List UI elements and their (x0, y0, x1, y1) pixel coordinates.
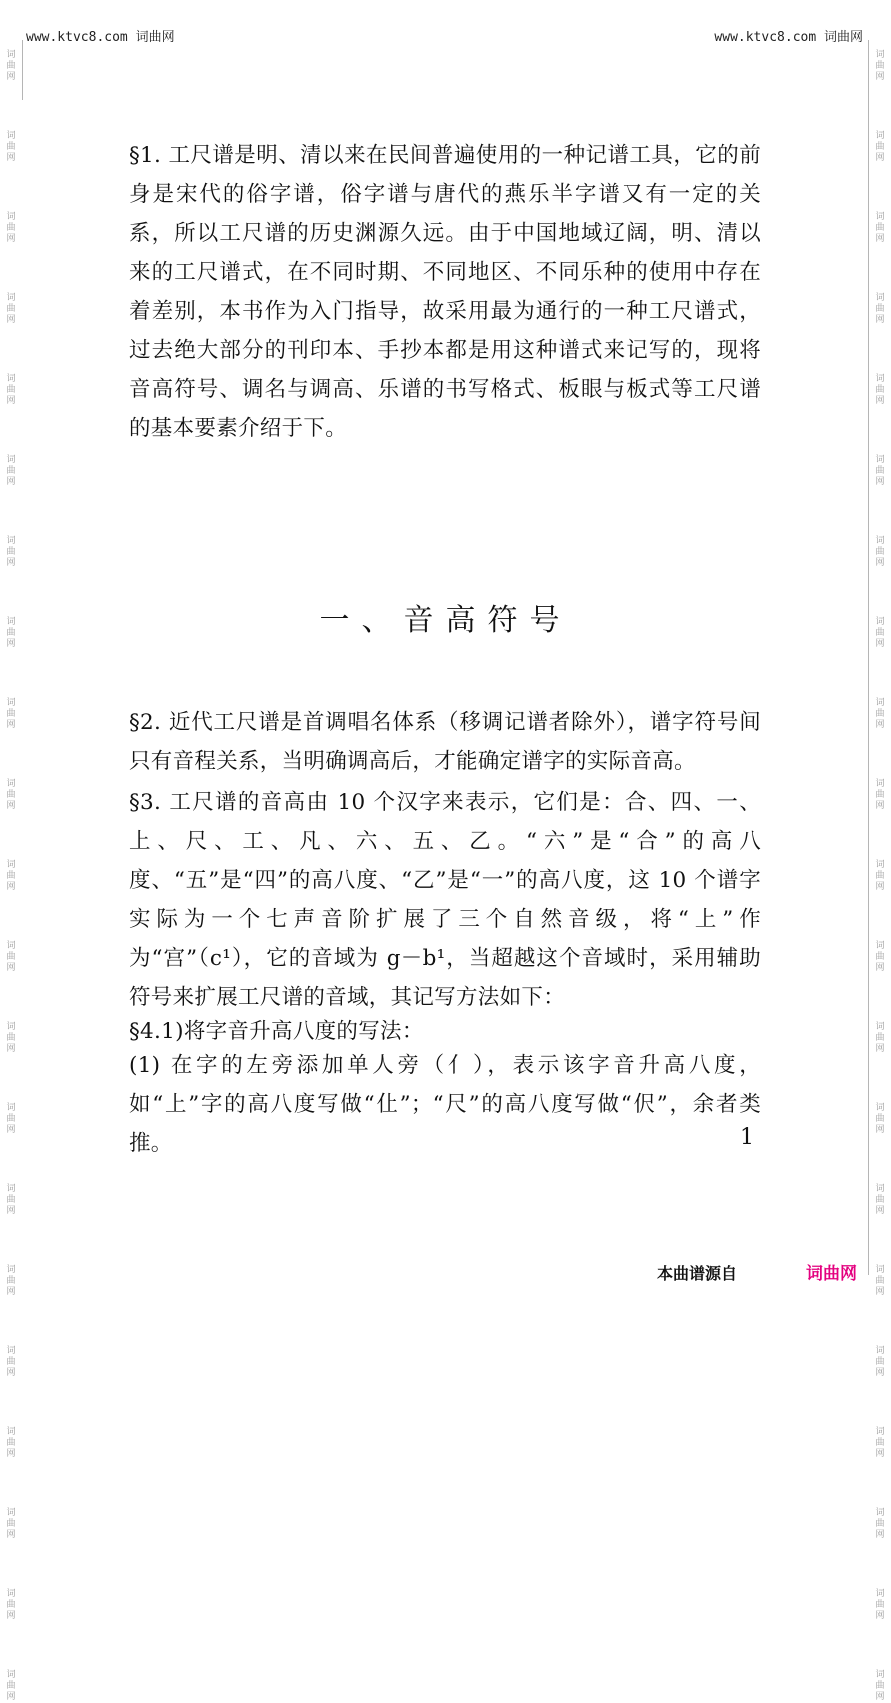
margin-watermark: 词 曲 网 (6, 779, 16, 811)
right-watermark-strip (871, 0, 889, 1702)
margin-watermark: 词 曲 网 (875, 617, 885, 649)
margin-watermark: 词 曲 网 (875, 1184, 885, 1216)
paragraph-2: §2. 近代工尺谱是首调唱名体系（移调记谱者除外），谱字符号间只有音程关系，当明确调高后，才能确定谱字的实际音高。 (129, 710, 761, 774)
margin-watermark: 词 曲 网 (875, 1589, 885, 1621)
margin-watermark: 词 曲 网 (6, 1346, 16, 1378)
margin-watermark: 词 曲 网 (6, 1670, 16, 1702)
right-rule (868, 40, 869, 1275)
margin-watermark: 词 曲 网 (875, 698, 885, 730)
footer-source-label: 本曲谱源自 (657, 1264, 738, 1283)
margin-watermark: 词 曲 网 (875, 860, 885, 892)
margin-watermark: 词 曲 网 (875, 941, 885, 973)
margin-watermark: 词 曲 网 (875, 1265, 885, 1297)
margin-watermark: 词 曲 网 (6, 293, 16, 325)
margin-watermark: 词 曲 网 (6, 455, 16, 487)
paragraph-4: §4.1)将字音升高八度的写法： (129, 1019, 424, 1044)
section-heading: 一、音高符号 (319, 603, 572, 638)
margin-watermark: 词 曲 网 (6, 617, 16, 649)
margin-watermark: 词 曲 网 (875, 1346, 885, 1378)
paragraph-3: §3. 工尺谱的音高由 10 个汉字来表示，它们是：合、四、一、上、尺、工、凡、六、五、乙。“六”是“合”的高八度、“五”是“四”的高八度、“乙”是“一”的高八度，这 10 个谱字实际为一个七声音阶扩展了三个自然音级，将“上”作为“宫”（c¹），它的音域为 g－b¹，当超越这个音域时，采用辅助符号来扩展工尺谱的音域，其记写方法如下： (129, 790, 761, 1010)
left-rule (22, 40, 23, 100)
margin-watermark: 词 曲 网 (6, 212, 16, 244)
margin-watermark: 词 曲 网 (6, 50, 16, 82)
margin-watermark: 词 曲 网 (6, 1265, 16, 1297)
margin-watermark: 词 曲 网 (875, 1508, 885, 1540)
margin-watermark: 词 曲 网 (875, 455, 885, 487)
margin-watermark: 词 曲 网 (6, 536, 16, 568)
margin-watermark: 词 曲 网 (875, 1022, 885, 1054)
footer-site-link[interactable]: 词曲网 (806, 1264, 857, 1284)
paragraph-5: (1) 在字的左旁添加单人旁（亻），表示该字音升高八度，如“上”字的高八度写做“仩”；“尺”的高八度写做“伬”，余者类推。 (129, 1053, 761, 1156)
margin-watermark: 词 曲 网 (6, 131, 16, 163)
margin-watermark: 词 曲 网 (875, 1427, 885, 1459)
margin-watermark: 词 曲 网 (6, 1022, 16, 1054)
margin-watermark: 词 曲 网 (6, 1427, 16, 1459)
margin-watermark: 词 曲 网 (875, 131, 885, 163)
margin-watermark: 词 曲 网 (875, 374, 885, 406)
left-watermark-strip (2, 0, 20, 1702)
margin-watermark: 词 曲 网 (875, 1670, 885, 1702)
header-site-left[interactable]: www.ktvc8.com 词曲网 (26, 30, 175, 45)
margin-watermark: 词 曲 网 (6, 1508, 16, 1540)
margin-watermark: 词 曲 网 (6, 860, 16, 892)
margin-watermark: 词 曲 网 (875, 779, 885, 811)
margin-watermark: 词 曲 网 (875, 536, 885, 568)
margin-watermark: 词 曲 网 (6, 1103, 16, 1135)
header-site-right[interactable]: www.ktvc8.com 词曲网 (714, 30, 863, 45)
margin-watermark: 词 曲 网 (875, 50, 885, 82)
margin-watermark: 词 曲 网 (875, 293, 885, 325)
margin-watermark: 词 曲 网 (875, 212, 885, 244)
margin-watermark: 词 曲 网 (6, 698, 16, 730)
margin-watermark: 词 曲 网 (6, 374, 16, 406)
margin-watermark: 词 曲 网 (6, 1589, 16, 1621)
margin-watermark: 词 曲 网 (6, 1184, 16, 1216)
paragraph-1: §1. 工尺谱是明、清以来在民间普遍使用的一种记谱工具，它的前身是宋代的俗字谱，俗字谱与唐代的燕乐半字谱又有一定的关系，所以工尺谱的历史渊源久远。由于中国地域辽阔，明、清以来的工尺谱式，在不同时期、不同地区、不同乐种的使用中存在着差别，本书作为入门指导，故采用最为通行的一种工尺谱式，过去绝大部分的刊印本、手抄本都是用这种谱式来记写的，现将音高符号、调名与调高、乐谱的书写格式、板眼与板式等工尺谱的基本要素介绍于下。 (129, 143, 761, 441)
page-number: 1 (740, 1125, 754, 1150)
margin-watermark: 词 曲 网 (6, 941, 16, 973)
margin-watermark: 词 曲 网 (875, 1103, 885, 1135)
